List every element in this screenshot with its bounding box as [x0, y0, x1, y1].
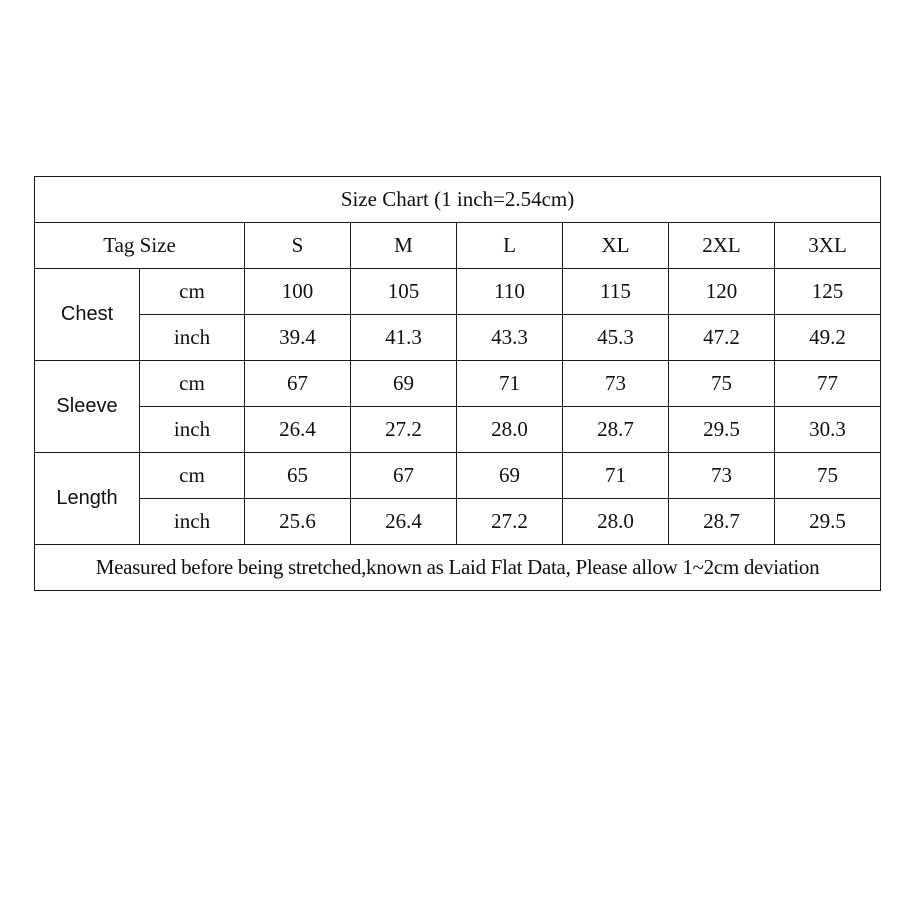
value-cell: 69 [351, 361, 457, 407]
value-cell: 26.4 [351, 499, 457, 545]
title-row [35, 177, 881, 223]
value-cell: 29.5 [775, 499, 881, 545]
value-cell: 73 [563, 361, 669, 407]
size-header-l: L [457, 223, 563, 269]
value-cell: 29.5 [669, 407, 775, 453]
measurement-note: Measured before being stretched,known as Laid Flat Data, Please allow 1~2cm deviation [35, 545, 881, 591]
value-cell: 100 [245, 269, 351, 315]
tag-size-header: Tag Size [35, 223, 245, 269]
value-cell: 28.7 [563, 407, 669, 453]
value-cell: 26.4 [245, 407, 351, 453]
size-header-xl: XL [563, 223, 669, 269]
unit-cell: cm [140, 453, 245, 499]
size-header-s: S [245, 223, 351, 269]
table-row [35, 269, 881, 315]
measurement-label-length: Length [35, 453, 140, 545]
header-row [35, 223, 881, 269]
value-cell: 67 [351, 453, 457, 499]
size-header-2xl: 2XL [669, 223, 775, 269]
value-cell: 120 [669, 269, 775, 315]
chart-title: Size Chart (1 inch=2.54cm) [35, 177, 881, 223]
table-row [35, 407, 881, 453]
value-cell: 49.2 [775, 315, 881, 361]
measurement-label-chest: Chest [35, 269, 140, 361]
value-cell: 75 [775, 453, 881, 499]
size-header-m: M [351, 223, 457, 269]
value-cell: 71 [563, 453, 669, 499]
value-cell: 41.3 [351, 315, 457, 361]
unit-cell: cm [140, 361, 245, 407]
unit-cell: inch [140, 499, 245, 545]
measurement-label-sleeve: Sleeve [35, 361, 140, 453]
note-row [35, 545, 881, 591]
value-cell: 30.3 [775, 407, 881, 453]
value-cell: 47.2 [669, 315, 775, 361]
value-cell: 115 [563, 269, 669, 315]
size-chart-table [34, 176, 881, 591]
value-cell: 105 [351, 269, 457, 315]
unit-cell: inch [140, 315, 245, 361]
value-cell: 125 [775, 269, 881, 315]
value-cell: 27.2 [457, 499, 563, 545]
value-cell: 67 [245, 361, 351, 407]
value-cell: 69 [457, 453, 563, 499]
table-row [35, 453, 881, 499]
value-cell: 25.6 [245, 499, 351, 545]
value-cell: 73 [669, 453, 775, 499]
value-cell: 28.7 [669, 499, 775, 545]
unit-cell: inch [140, 407, 245, 453]
value-cell: 43.3 [457, 315, 563, 361]
table-row [35, 315, 881, 361]
value-cell: 71 [457, 361, 563, 407]
value-cell: 39.4 [245, 315, 351, 361]
table-row [35, 361, 881, 407]
value-cell: 45.3 [563, 315, 669, 361]
value-cell: 28.0 [563, 499, 669, 545]
value-cell: 77 [775, 361, 881, 407]
size-header-3xl: 3XL [775, 223, 881, 269]
unit-cell: cm [140, 269, 245, 315]
table-row [35, 499, 881, 545]
value-cell: 27.2 [351, 407, 457, 453]
value-cell: 110 [457, 269, 563, 315]
value-cell: 75 [669, 361, 775, 407]
value-cell: 65 [245, 453, 351, 499]
value-cell: 28.0 [457, 407, 563, 453]
